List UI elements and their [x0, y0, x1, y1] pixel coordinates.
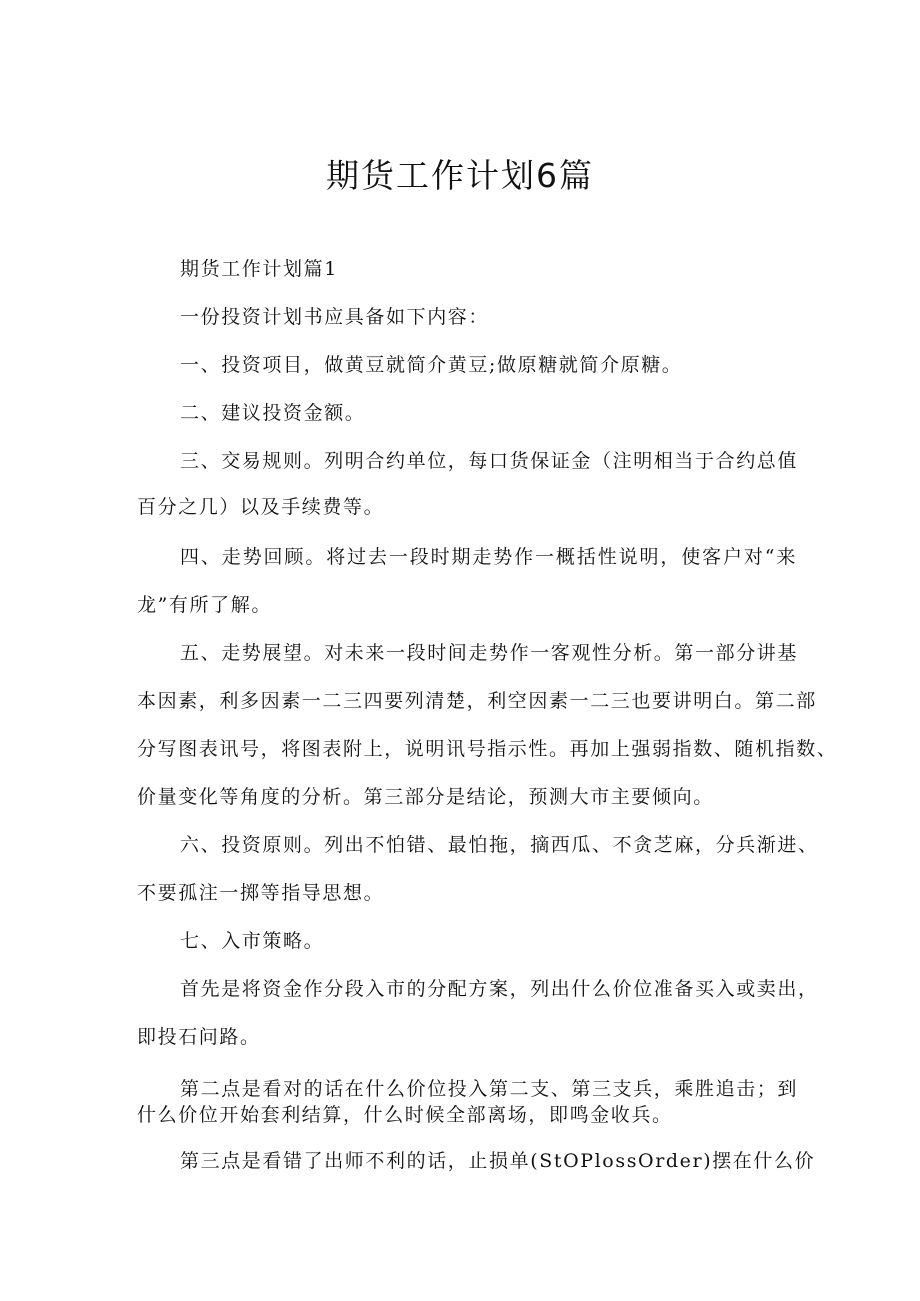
paragraph-line: 第二点是看对的话在什么价位投入第二支、第三支兵，乘胜追击；到 [180, 1078, 799, 1100]
paragraph-line: 五、走势展望。对未来一段时间走势作一客观性分析。第一部分讲基 [180, 642, 799, 664]
paragraph-line: 七、入市策略。 [180, 930, 325, 952]
paragraph-line: 一份投资计划书应具备如下内容： [180, 306, 490, 328]
section-heading: 期货工作计划篇1 [180, 258, 338, 280]
paragraph-line: 第三点是看错了出师不利的话，止损单(StOPlossOrder)摆在什么价 [180, 1150, 816, 1172]
paragraph-line: 什么价位开始套利结算，什么时候全部离场，即鸣金收兵。 [137, 1104, 673, 1126]
paragraph-line: 价量变化等角度的分析。第三部分是结论，预测大市主要倾向。 [137, 786, 714, 808]
paragraph-line: 即投石问路。 [137, 1026, 261, 1048]
paragraph-line: 百分之几）以及手续费等。 [137, 496, 385, 518]
paragraph-line: 三、交易规则。列明合约单位，每口货保证金（注明相当于合约总值 [180, 450, 799, 472]
paragraph-line: 龙”有所了解。 [137, 594, 272, 616]
document-title: 期货工作计划6篇 [326, 156, 594, 195]
paragraph-line: 二、建议投资金额。 [180, 402, 366, 424]
paragraph-line: 不要孤注一掷等指导思想。 [137, 882, 385, 904]
paragraph-line: 四、走势回顾。将过去一段时期走势作一概括性说明，使客户对“来 [180, 546, 797, 568]
paragraph-line: 分写图表讯号，将图表附上，说明讯号指示性。再加上强弱指数、随机指数、 [137, 738, 838, 760]
paragraph-line: 六、投资原则。列出不怕错、最怕拖，摘西瓜、不贪芝麻，分兵渐进、 [180, 834, 819, 856]
paragraph-line: 一、投资项目，做黄豆就简介黄豆;做原糖就简介原糖。 [180, 354, 683, 376]
paragraph-line: 本因素，利多因素一二三四要列清楚，利空因素一二三也要讲明白。第二部 [137, 690, 817, 712]
paragraph-line: 首先是将资金作分段入市的分配方案，列出什么价位准备买入或卖出， [180, 978, 819, 1000]
